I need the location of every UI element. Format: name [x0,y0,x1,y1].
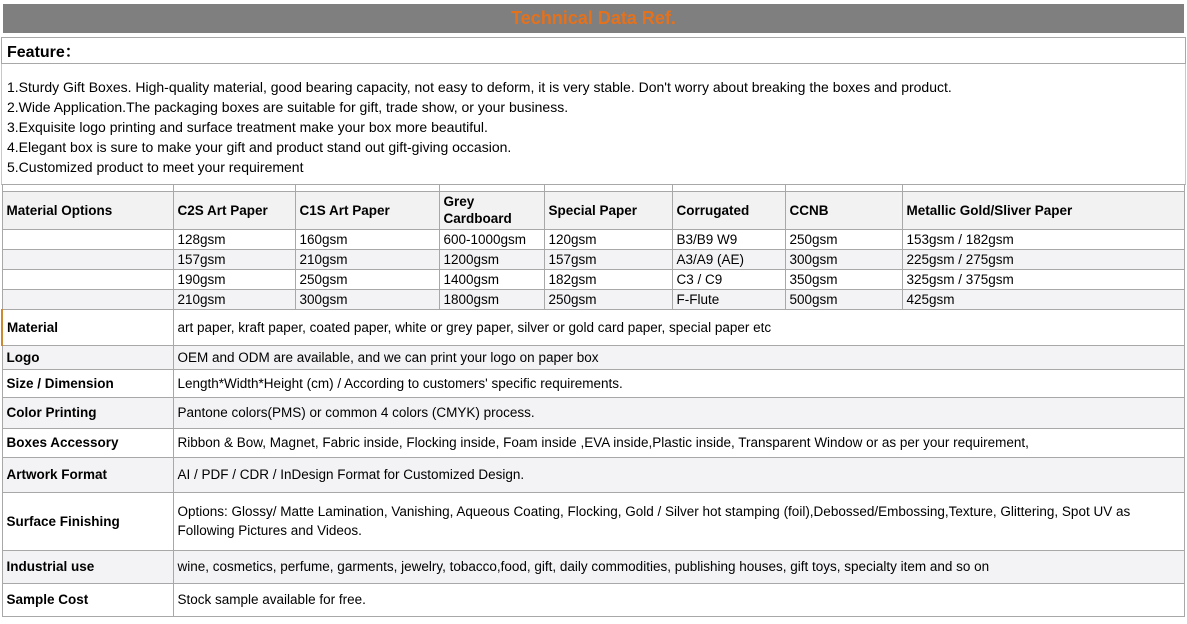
table-cell: 350gsm [785,269,902,289]
table-cell: C3 / C9 [672,269,785,289]
spec-row-color-printing [2,397,1185,428]
spec-row-industrial-use [2,550,1185,583]
column-header: Material Options [2,191,173,229]
table-cell: F-Flute [672,289,785,309]
column-header: Grey Cardboard [439,191,544,229]
column-header: C1S Art Paper [295,191,439,229]
table-cell: 210gsm [295,249,439,269]
spec-value: Stock sample available for free. [173,583,1185,616]
spec-label: Artwork Format [2,457,173,492]
column-header: C2S Art Paper [173,191,295,229]
spec-value: AI / PDF / CDR / InDesign Format for Customized Design. [173,457,1185,492]
table-cell: 250gsm [544,289,672,309]
spec-row-boxes-accessory [2,428,1185,457]
spec-row-size-dimension [2,369,1185,397]
table-cell: 250gsm [785,229,902,249]
table-cell: 160gsm [295,229,439,249]
column-header: Metallic Gold/Sliver Paper [902,191,1185,229]
table-cell: 225gsm / 275gsm [902,249,1185,269]
spec-label: Material [2,309,173,345]
table-cell [2,249,173,269]
spec-value: Options: Glossy/ Matte Lamination, Vanishing, Aqueous Coating, Flocking, Gold / Silver hot stamping (foil),Debossed/Embossing,Texture, Glittering, Spot UV as Following Pictures and Videos. [173,492,1185,550]
spec-value: wine, cosmetics, perfume, garments, jewelry, tobacco,food, gift, daily commodities, publishing houses, gift toys, specialty item and so on [173,550,1185,583]
feature-item: 4.Elegant box is sure to make your gift and product stand out gift-giving occasion. [7,139,512,155]
table-cell: 1400gsm [439,269,544,289]
table-cell: A3/A9 (AE) [672,249,785,269]
feature-item: 1.Sturdy Gift Boxes. High-quality material, good bearing capacity, not easy to deform, it is very stable. Don't worry about breaking the boxes and product. [7,79,952,95]
feature-heading: Feature： [1,37,1186,64]
table-cell: 1200gsm [439,249,544,269]
spec-row-surface-finishing [2,492,1185,550]
feature-item: 3.Exquisite logo printing and surface treatment make your box more beautiful. [7,119,488,135]
spec-label: Sample Cost [2,583,173,616]
table-cell: 425gsm [902,289,1185,309]
feature-item: 5.Customized product to meet your requirement [7,159,304,175]
table-cell: 157gsm [544,249,672,269]
table-cell: 190gsm [173,269,295,289]
spec-value: Pantone colors(PMS) or common 4 colors (CMYK) process. [173,397,1185,428]
table-row [2,249,1185,269]
table-cell: 182gsm [544,269,672,289]
table-cell: 250gsm [295,269,439,289]
spec-label: Color Printing [2,397,173,428]
spec-label: Surface Finishing [2,492,173,550]
page-title: Technical Data Ref. [3,4,1184,33]
spec-label: Logo [2,345,173,369]
table-cell: 300gsm [295,289,439,309]
table-cell [2,269,173,289]
table-row [2,269,1185,289]
column-header: Corrugated [672,191,785,229]
technical-data-table [1,185,1185,617]
spec-value: Ribbon & Bow, Magnet, Fabric inside, Flocking inside, Foam inside ,EVA inside,Plastic inside, Transparent Window or as per your requirement, [173,428,1185,457]
table-cell: 300gsm [785,249,902,269]
column-header: Special Paper [544,191,672,229]
table-cell [2,289,173,309]
spec-row-artwork-format [2,457,1185,492]
spec-row-logo [2,345,1185,369]
table-cell: 600-1000gsm [439,229,544,249]
feature-list [1,64,1186,185]
table-cell: 128gsm [173,229,295,249]
spec-row-sample-cost [2,583,1185,616]
table-cell: 325gsm / 375gsm [902,269,1185,289]
spec-label: Boxes Accessory [2,428,173,457]
table-cell: 153gsm / 182gsm [902,229,1185,249]
table-cell: 210gsm [173,289,295,309]
table-row [2,289,1185,309]
table-row [2,229,1185,249]
table-cell: B3/B9 W9 [672,229,785,249]
column-header: CCNB [785,191,902,229]
table-cell: 157gsm [173,249,295,269]
table-cell [2,229,173,249]
spec-label: Industrial use [2,550,173,583]
spec-label: Size / Dimension [2,369,173,397]
table-cell: 500gsm [785,289,902,309]
feature-item: 2.Wide Application.The packaging boxes are suitable for gift, trade show, or your business. [7,99,569,115]
spec-value: art paper, kraft paper, coated paper, white or grey paper, silver or gold card paper, special paper etc [173,309,1185,345]
spec-value: OEM and ODM are available, and we can print your logo on paper box [173,345,1185,369]
spec-value: Length*Width*Height (cm) / According to customers' specific requirements. [173,369,1185,397]
header-row [2,191,1185,229]
table-cell: 120gsm [544,229,672,249]
table-cell: 1800gsm [439,289,544,309]
spec-row-material [2,309,1185,345]
